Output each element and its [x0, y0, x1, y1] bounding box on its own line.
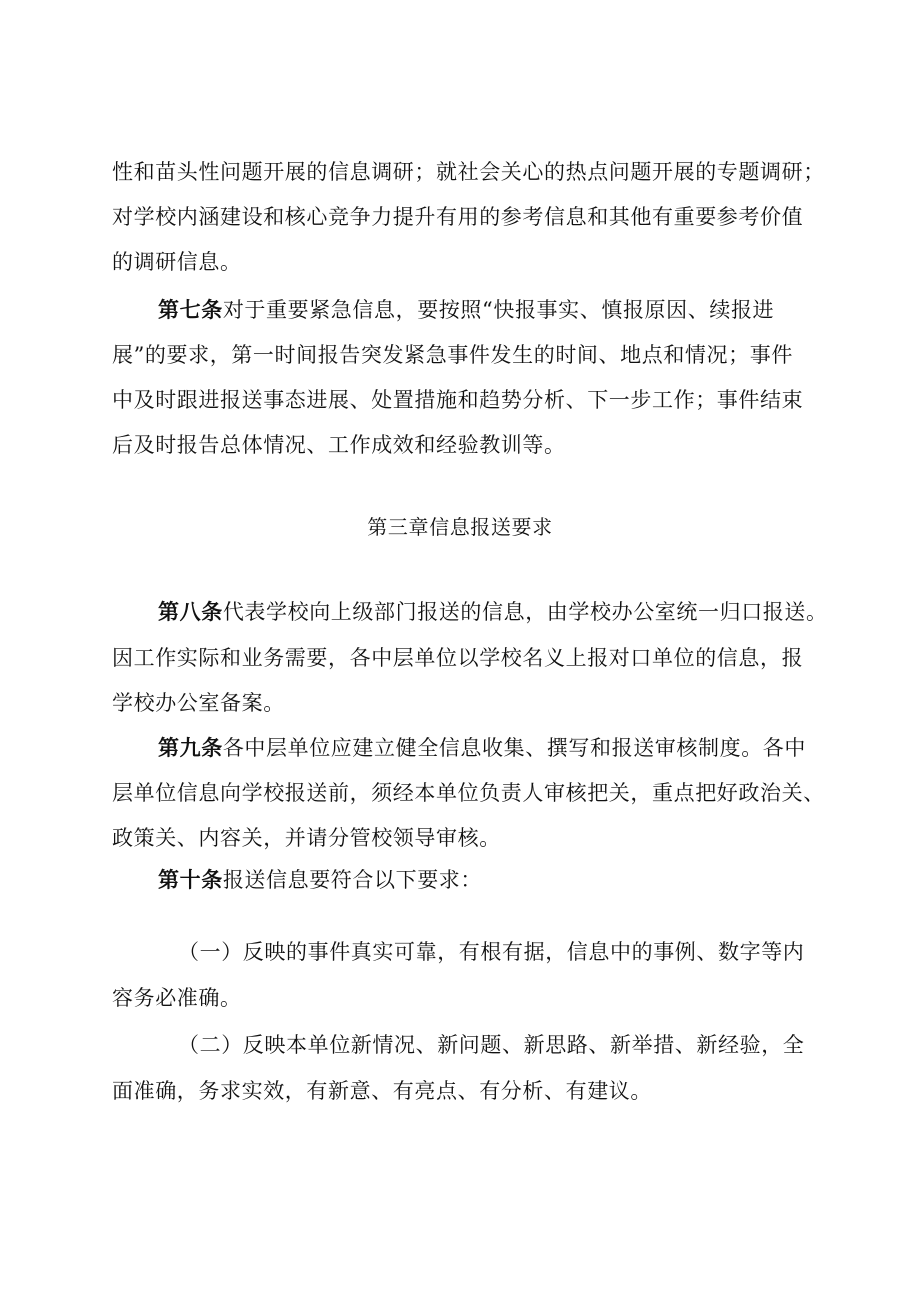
article-9-first-line — [158, 733, 806, 763]
paragraph-line: 展”的要求，第一时间报告突发紧急事件发生的时间、地点和情况；事件 — [112, 343, 793, 367]
list-item-2-first-line: （二）反映本单位新情况、新问题、新思路、新举措、新经验，全 — [178, 1033, 805, 1057]
paragraph-line: 容务必准确。 — [112, 986, 242, 1010]
article-9-text: 各中层单位应建立健全信息收集、撰写和报送审核制度。各中 — [222, 736, 807, 760]
chapter-heading: 第三章信息报送要求 — [367, 515, 553, 539]
paragraph-line: 学校办公室备案。 — [112, 691, 285, 715]
article-8-text: 代表学校向上级部门报送的信息，由学校办公室统一归口报送。 — [222, 600, 828, 624]
paragraph-line: 性和苗头性问题开展的信息调研；就社会关心的热点问题开展的专题调研； — [112, 160, 825, 184]
article-7-label: 第七条 — [158, 298, 223, 322]
paragraph-line: 因工作实际和业务需要，各中层单位以学校名义上报对口单位的信息，报 — [112, 646, 804, 670]
article-10-text: 报送信息要符合以下要求： — [222, 868, 483, 892]
article-8-label: 第八条 — [158, 600, 223, 624]
paragraph-line: 的调研信息。 — [112, 250, 242, 274]
paragraph-line: 政策关、内容关，并请分管校领导审核。 — [112, 826, 501, 850]
article-7-first-line — [158, 295, 774, 325]
article-8-first-line — [158, 597, 828, 627]
paragraph-line: 面准确，务求实效，有新意、有亮点、有分析、有建议。 — [112, 1079, 652, 1103]
article-10-first-line — [158, 865, 482, 895]
article-9-label: 第九条 — [158, 736, 223, 760]
list-item-1-first-line: （一）反映的事件真实可靠，有根有据，信息中的事例、数字等内 — [178, 940, 805, 964]
article-10-label: 第十条 — [158, 868, 223, 892]
article-7-text: 对于重要紧急信息，要按照“快报事实、慎报原因、续报进 — [222, 298, 775, 322]
paragraph-line: 后及时报告总体情况、工作成效和经验教训等。 — [112, 433, 566, 457]
paragraph-line: 中及时跟进报送事态进展、处置措施和趋势分析、下一步工作；事件结束 — [112, 388, 804, 412]
paragraph-line: 对学校内涵建设和核心竞争力提升有用的参考信息和其他有重要参考价值 — [112, 205, 804, 229]
paragraph-line: 层单位信息向学校报送前，须经本单位负责人审核把关，重点把好政治关、 — [112, 781, 825, 805]
